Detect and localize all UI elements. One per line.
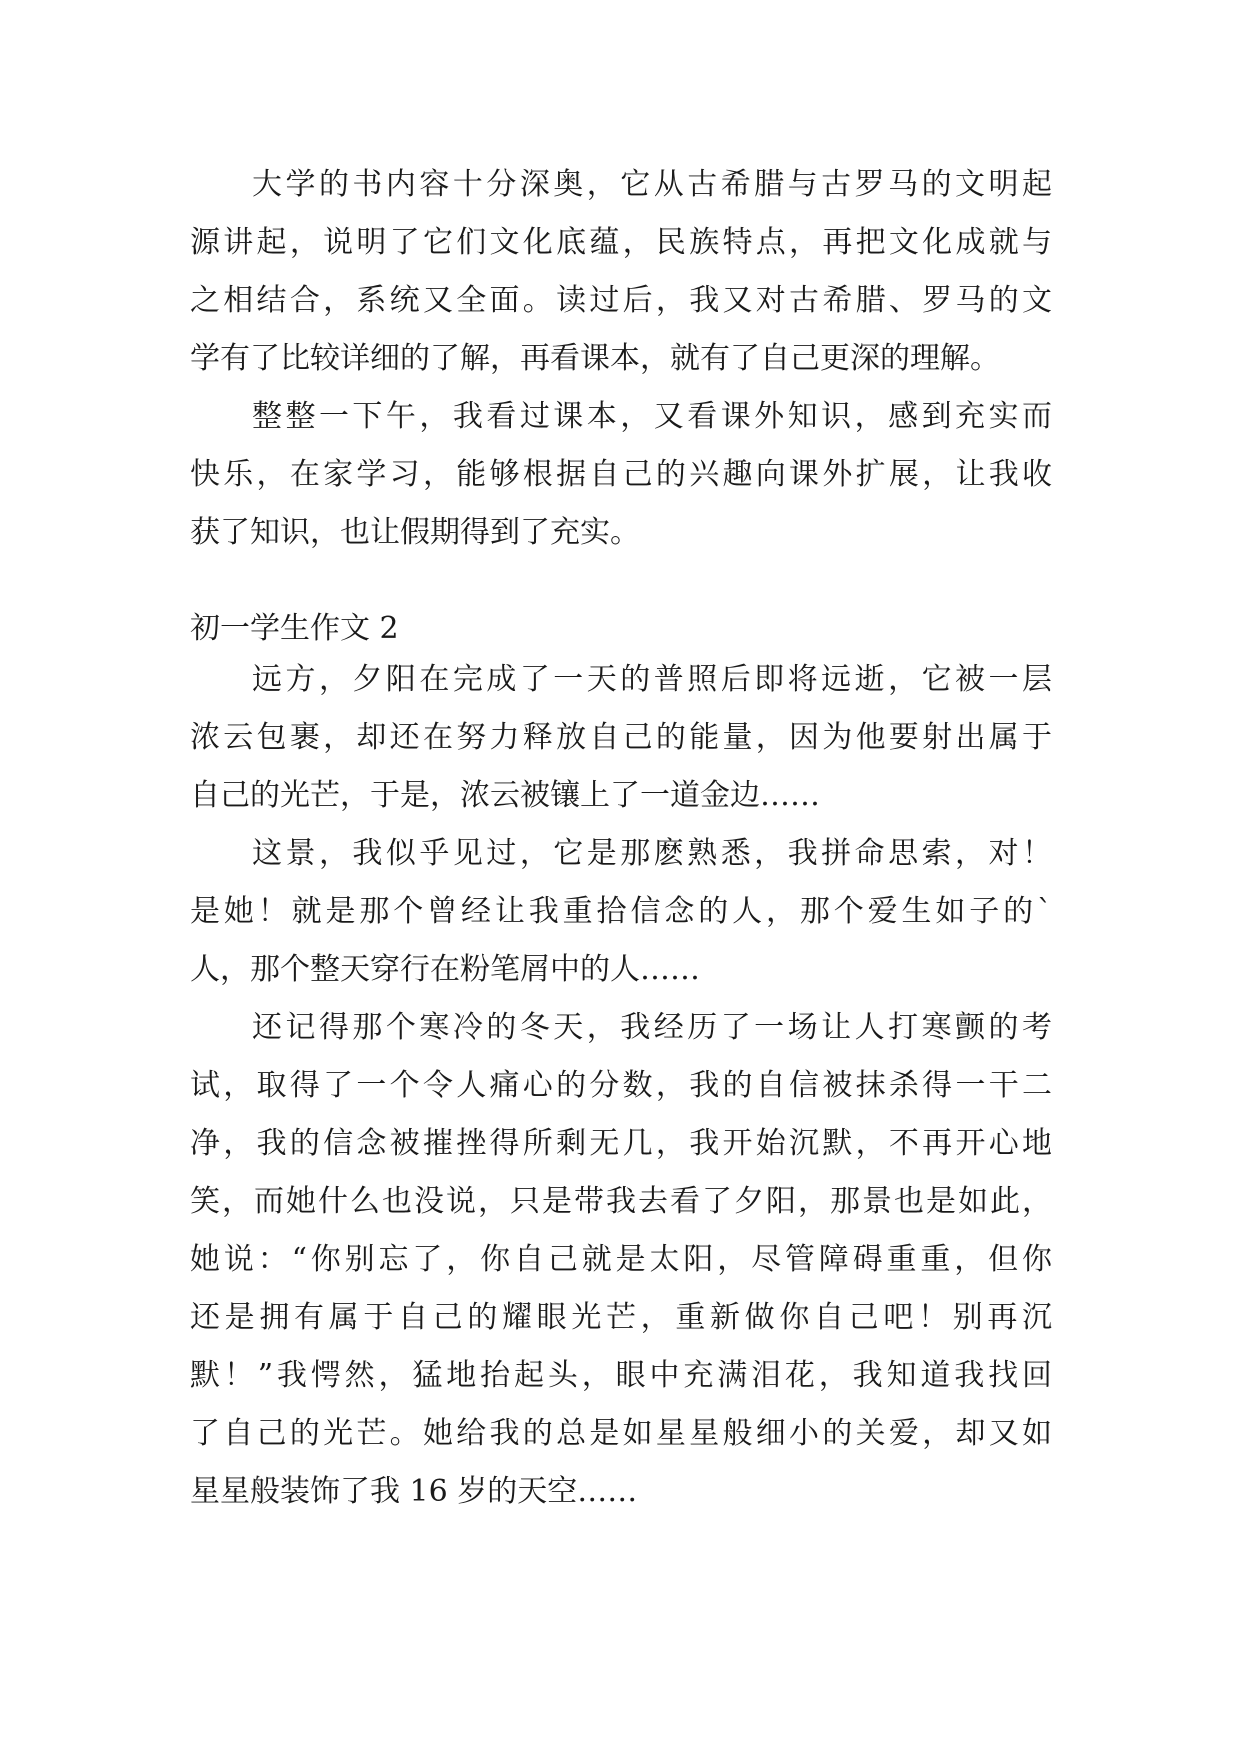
paragraph-line: 是她！就是那个曾经让我重拾信念的人，那个爱生如子的` — [190, 894, 1052, 929]
paragraph-line: 浓云包裹，却还在努力释放自己的能量，因为他要射出属于 — [190, 720, 1052, 755]
paragraph-line: 星星般装饰了我 16 岁的天空…… — [190, 1474, 638, 1509]
body-text-top — [190, 156, 1052, 562]
paragraph-line: 人，那个整天穿行在粉笔屑中的人…… — [190, 952, 700, 987]
paragraph-line: 远方，夕阳在完成了一天的普照后即将远逝，它被一层 — [252, 662, 1052, 697]
paragraph-line: 了自己的光芒。她给我的总是如星星般细小的关爱，却又如 — [190, 1416, 1052, 1451]
section-title: 初一学生作文 2 — [190, 611, 399, 646]
body-text-bottom — [190, 651, 1052, 1521]
paragraph-line: 整整一下午，我看过课本，又看课外知识，感到充实而 — [252, 399, 1052, 434]
paragraph-line: 还记得那个寒冷的冬天，我经历了一场让人打寒颤的考 — [252, 1010, 1052, 1045]
paragraph-line: 自己的光芒，于是，浓云被镶上了一道金边…… — [190, 778, 820, 813]
paragraph-line: 之相结合，系统又全面。读过后，我又对古希腊、罗马的文 — [190, 283, 1052, 318]
paragraph-line: 笑，而她什么也没说，只是带我去看了夕阳，那景也是如此， — [190, 1184, 1052, 1219]
paragraph-line: 还是拥有属于自己的耀眼光芒，重新做你自己吧！别再沉 — [190, 1300, 1052, 1335]
paragraph-line: 这景，我似乎见过，它是那麽熟悉，我拼命思索，对！ — [252, 836, 1052, 871]
paragraph-line: 快乐，在家学习，能够根据自己的兴趣向课外扩展，让我收 — [190, 457, 1052, 492]
paragraph-line: 试，取得了一个令人痛心的分数，我的自信被抹杀得一干二 — [190, 1068, 1052, 1103]
paragraph-line: 学有了比较详细的了解，再看课本，就有了自己更深的理解。 — [190, 341, 1000, 376]
paragraph-line: 源讲起，说明了它们文化底蕴，民族特点，再把文化成就与 — [190, 225, 1052, 260]
paragraph-line: 她说：“你别忘了，你自己就是太阳，尽管障碍重重，但你 — [190, 1242, 1052, 1277]
paragraph-line: 大学的书内容十分深奥，它从古希腊与古罗马的文明起 — [252, 167, 1052, 202]
paragraph-line: 默！”我愕然，猛地抬起头，眼中充满泪花，我知道我找回 — [190, 1358, 1052, 1393]
paragraph-line: 净，我的信念被摧挫得所剩无几，我开始沉默，不再开心地 — [190, 1126, 1052, 1161]
paragraph-line: 获了知识，也让假期得到了充实。 — [190, 515, 640, 550]
